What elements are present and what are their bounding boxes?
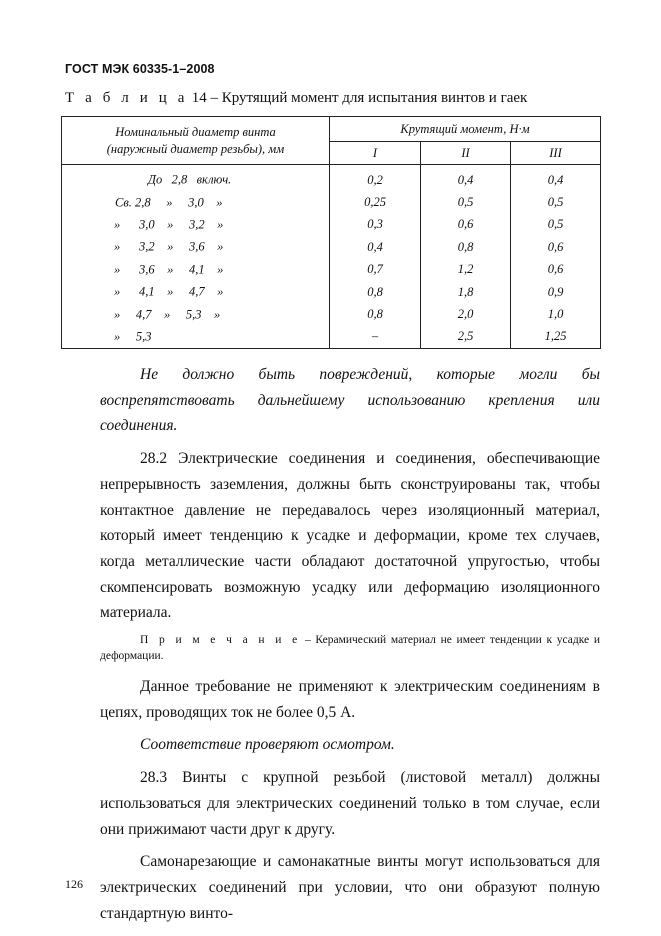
torque-ii-cell: 0,5 xyxy=(421,191,511,213)
table-title: – Крутящий момент для испытания винтов и гаек xyxy=(210,90,528,106)
torque-i-cell: 0,8 xyxy=(330,303,421,325)
diameter-cell: До 2,8 включ. xyxy=(62,165,330,192)
paragraph-damage-requirement: Не должно быть повреждений, которые могли бы воспрепятствовать дальнейшему использованию крепления или соединения. xyxy=(100,366,600,435)
torque-iii-cell: 1,25 xyxy=(511,326,601,349)
torque-i-cell: 0,3 xyxy=(330,214,421,236)
diameter-cell: » 4,1 » 4,7 » xyxy=(62,281,330,303)
torque-iii-cell: 0,4 xyxy=(511,165,601,192)
torque-ii-cell: 0,4 xyxy=(421,165,511,192)
header-nominal-diameter xyxy=(62,117,330,165)
page-number: 126 xyxy=(65,877,83,891)
diameter-cell: Св. 2,8 » 3,0 » xyxy=(62,191,330,213)
header-class-ii: II xyxy=(421,142,511,165)
torque-i-cell: 0,8 xyxy=(330,281,421,303)
table-caption xyxy=(65,90,527,107)
diameter-cell: » 4,7 » 5,3 » xyxy=(62,303,330,325)
note xyxy=(100,632,600,664)
diameter-cell: » 3,6 » 4,1 » xyxy=(62,259,330,281)
torque-iii-cell: 0,6 xyxy=(511,236,601,258)
torque-iii-cell: 0,5 xyxy=(511,191,601,213)
header-torque: Крутящий момент, Н·м xyxy=(330,117,601,142)
paragraph-28-2: 28.2 Электрические соединения и соединения, обеспечивающие непрерывность заземления, должны быть сконструированы так, чтобы контактное давление не передавалось через изоляционный материал, который имеет тенденцию к усадке и деформации, кроме тех случаев, когда металлические части обладают достаточной упругостью, чтобы скомпенсировать возможную усадку или деформацию изоляционного материала. xyxy=(100,450,600,622)
table-row xyxy=(62,191,601,213)
torque-i-cell: 0,2 xyxy=(330,165,421,192)
torque-iii-cell: 0,5 xyxy=(511,214,601,236)
table-label: Т а б л и ц а xyxy=(65,90,188,106)
diameter-cell: » 5,3 xyxy=(62,326,330,349)
table-row xyxy=(62,165,601,192)
torque-ii-cell: 1,2 xyxy=(421,259,511,281)
diameter-cell: » 3,0 » 3,2 » xyxy=(62,214,330,236)
diameter-cell: » 3,2 » 3,6 » xyxy=(62,236,330,258)
table-row xyxy=(62,303,601,325)
table-row xyxy=(62,259,601,281)
table-number: 14 xyxy=(191,90,207,106)
header-diameter-line2: (наружный диаметр резьбы), мм xyxy=(106,141,285,156)
torque-iii-cell: 0,6 xyxy=(511,259,601,281)
body-text xyxy=(100,362,600,926)
torque-i-cell: 0,7 xyxy=(330,259,421,281)
torque-table xyxy=(61,116,601,349)
torque-ii-cell: 0,8 xyxy=(421,236,511,258)
table-row xyxy=(62,281,601,303)
torque-ii-cell: 1,8 xyxy=(421,281,511,303)
torque-ii-cell: 2,0 xyxy=(421,303,511,325)
paragraph-current-limit: Данное требование не применяют к электрическим соединениям в цепях, проводящих ток не более 0,5 А. xyxy=(100,678,600,721)
table-row xyxy=(62,214,601,236)
table-row xyxy=(62,236,601,258)
torque-iii-cell: 0,9 xyxy=(511,281,601,303)
header-diameter-line1: Номинальный диаметр винта xyxy=(115,124,276,139)
torque-iii-cell: 1,0 xyxy=(511,303,601,325)
paragraph-28-3: 28.3 Винты с крупной резьбой (листовой металл) должны использоваться для электрических соединений только в том случае, если они прижимают части друг к другу. xyxy=(100,769,600,838)
table-row xyxy=(62,326,601,349)
torque-i-cell: 0,25 xyxy=(330,191,421,213)
torque-i-cell: – xyxy=(330,326,421,349)
note-label: П р и м е ч а н и е xyxy=(140,634,301,647)
header-class-iii: III xyxy=(511,142,601,165)
note-text: – Керамический материал не имеет тенденции к усадке и деформации. xyxy=(100,634,600,663)
document-header: ГОСТ МЭК 60335-1–2008 xyxy=(65,62,215,76)
torque-i-cell: 0,4 xyxy=(330,236,421,258)
paragraph-self-tapping-screws: Самонарезающие и самонакатные винты могут использоваться для электрических соединений при условии, что они образуют полную стандартную винто- xyxy=(100,853,600,922)
header-class-i: I xyxy=(330,142,421,165)
torque-ii-cell: 2,5 xyxy=(421,326,511,349)
paragraph-compliance: Соответствие проверяют осмотром. xyxy=(140,736,395,754)
torque-ii-cell: 0,6 xyxy=(421,214,511,236)
